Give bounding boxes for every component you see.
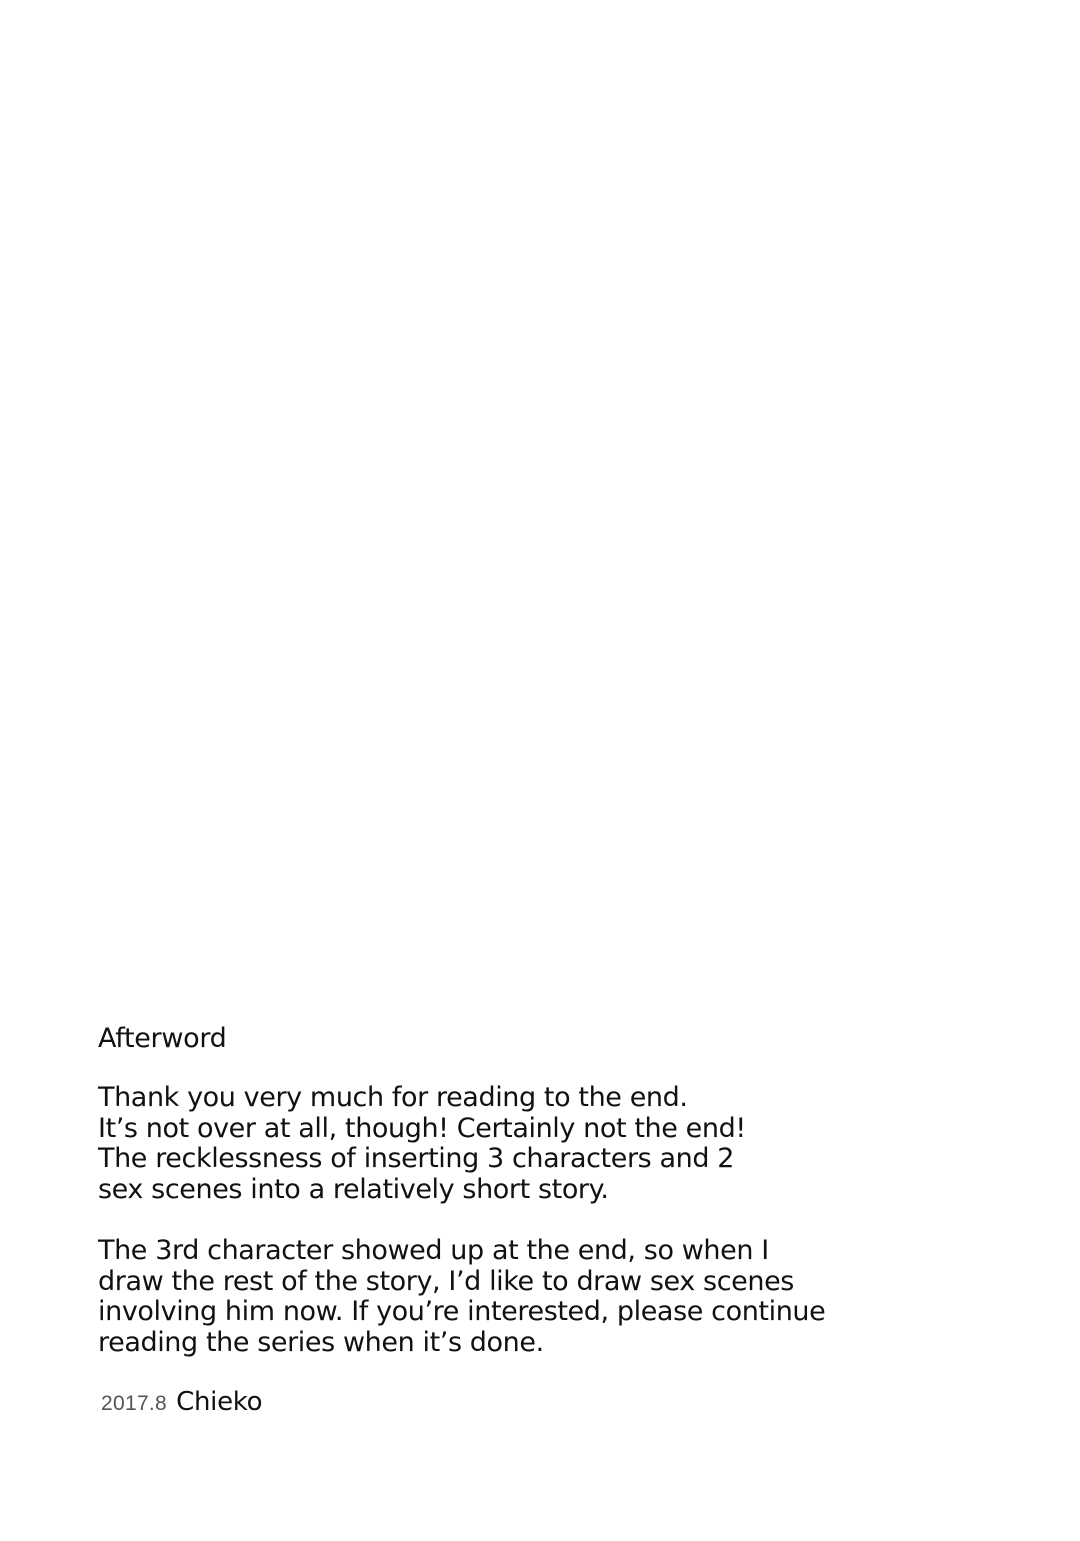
paragraph-1-line: The recklessness of inserting 3 characters and 2 [98, 1143, 735, 1174]
paragraph-1 [98, 1083, 858, 1205]
paragraph-1-line: Thank you very much for reading to the end. [98, 1082, 688, 1113]
afterword-section [98, 1022, 858, 1389]
afterword-title: Afterword [98, 1023, 227, 1054]
signature-author: Chieko [176, 1387, 263, 1417]
paragraph-2 [98, 1236, 858, 1358]
paragraph-2-line: draw the rest of the story, I’d like to draw sex scenes [98, 1265, 794, 1297]
signature [101, 1387, 262, 1417]
paragraph-1-line: It’s not over at all, though! Certainly not the end! [98, 1112, 746, 1144]
signature-date: 2017.8 [101, 1392, 168, 1415]
paragraph-2-line: The 3rd character showed up at the end, so when I [98, 1235, 769, 1266]
paragraph-2-line: involving him now. If you’re interested, please continue [98, 1296, 826, 1327]
paragraph-1-line: sex scenes into a relatively short story. [98, 1173, 609, 1205]
paragraph-2-line: reading the series when it’s done. [98, 1326, 544, 1358]
